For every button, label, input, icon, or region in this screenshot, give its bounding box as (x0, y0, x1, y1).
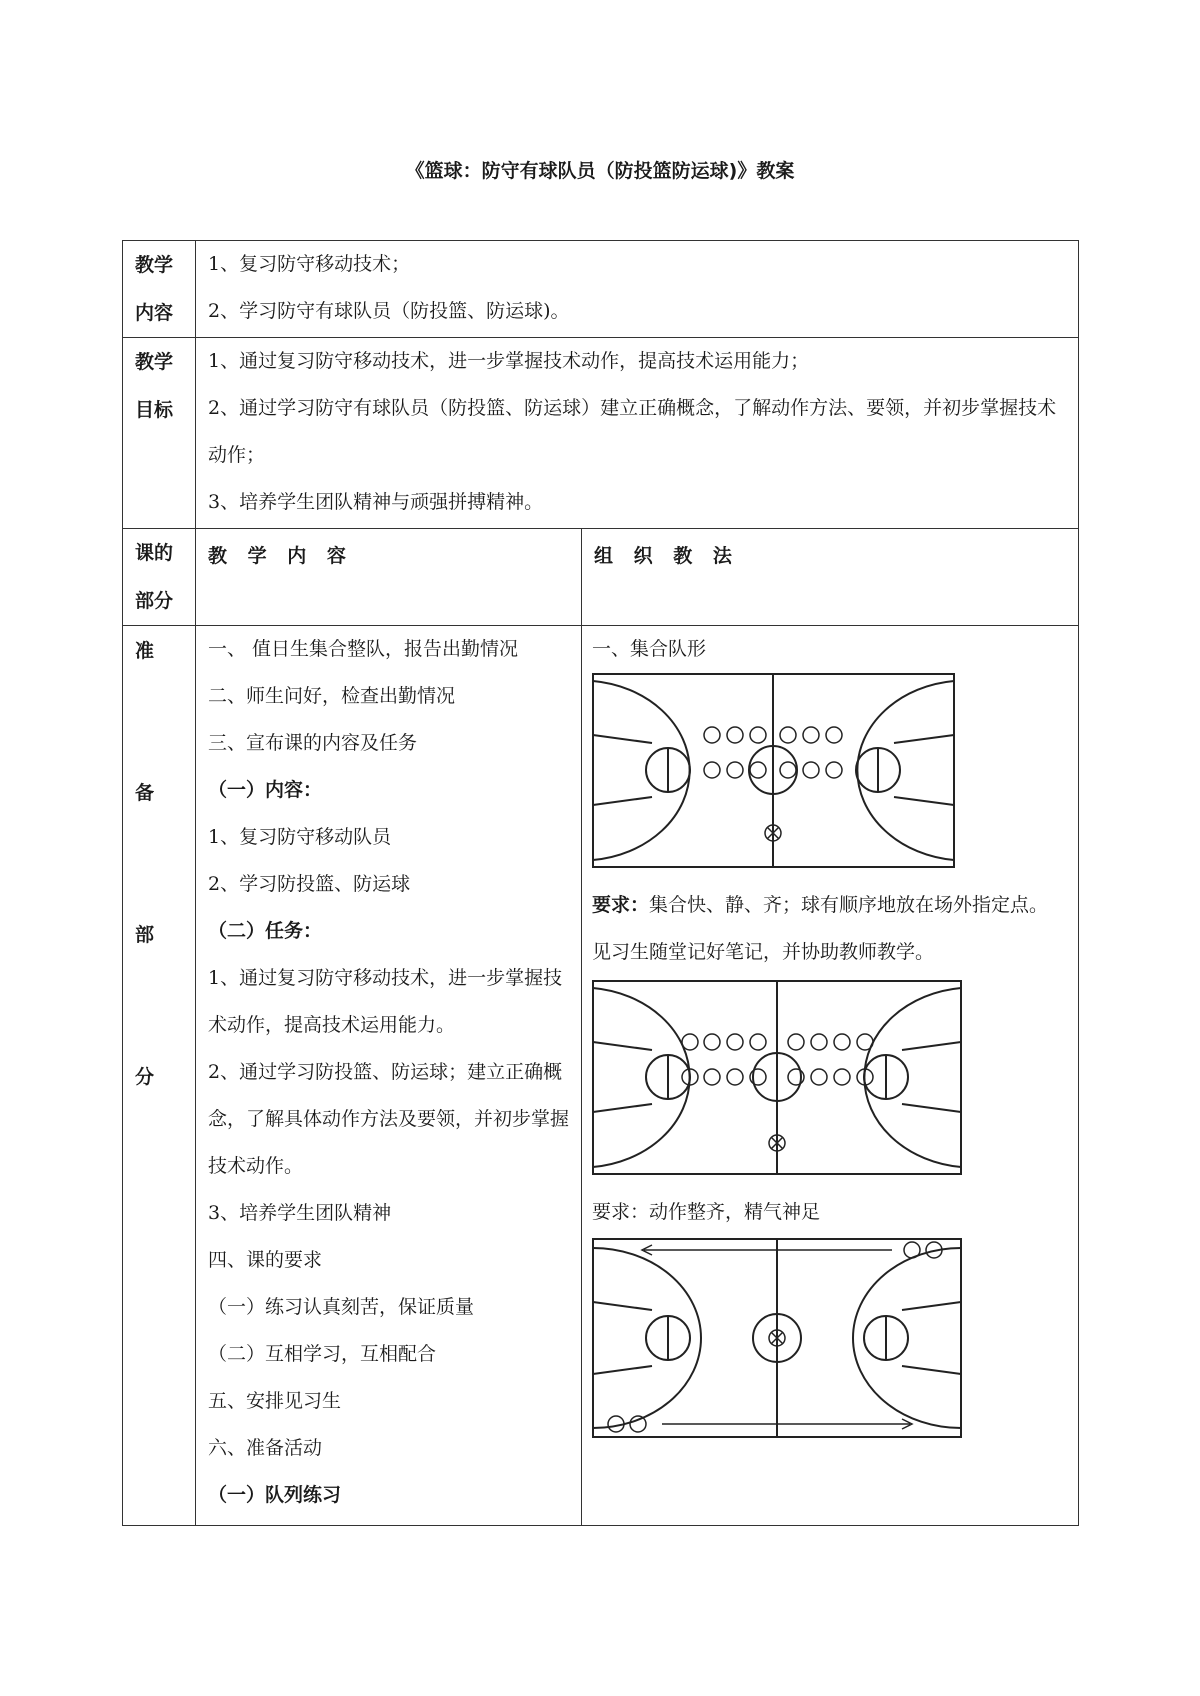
teaching-goals-row (123, 338, 1079, 529)
label-line: 部分 (135, 590, 174, 612)
page-title: 《篮球：防守有球队员（防投篮防运球)》教案 (405, 160, 795, 182)
preparation-method (582, 626, 1079, 1526)
prep-content-line: 四、课的要求 (208, 1249, 323, 1271)
court-diagram-running (592, 1238, 962, 1438)
prep-content-line: （二）任务： (208, 920, 323, 942)
label-line: 教学 (135, 351, 174, 373)
preparation-row (123, 626, 1079, 1526)
teaching-content-cell (196, 241, 1079, 338)
prep-label-char: 部 (135, 924, 155, 946)
content-item: 2、学习防守有球队员（防投篮、防运球)。 (208, 300, 570, 322)
court-diagram-assembly (592, 673, 955, 868)
teaching-content-row (123, 241, 1079, 338)
prep-label-char: 分 (135, 1066, 155, 1088)
preparation-content (196, 626, 582, 1526)
prep-content-line: 1、通过复习防守移动技术，进一步掌握技术动作，提高技术运用能力。 (208, 967, 563, 1036)
prep-content-line: （二）互相学习，互相配合 (208, 1343, 437, 1365)
label-line: 教学 (135, 254, 174, 276)
method-requirement-1: 要求：集合快、静、齐；球有顺序地放在场外指定点。 (592, 894, 1049, 916)
prep-content-line: 2、通过学习防投篮、防运球；建立正确概念，了解具体动作方法及要领，并初步掌握技术动作。 (208, 1061, 570, 1177)
court-diagram-warmup (592, 980, 962, 1175)
label-line: 课的 (135, 542, 174, 564)
content-item: 1、复习防守移动技术； (208, 253, 411, 275)
goal-item: 3、培养学生团队精神与顽强拼搏精神。 (208, 491, 544, 513)
prep-content-line: 三、宣布课的内容及任务 (208, 732, 418, 754)
content-column-header: 教 学 内 容 (196, 529, 582, 626)
method-heading: 一、集合队形 (592, 638, 707, 660)
preparation-label (123, 626, 196, 1526)
prep-content-line: （一）内容： (208, 779, 323, 801)
method-column-header: 组 织 教 法 (582, 529, 1079, 626)
label-line: 内容 (135, 302, 174, 324)
prep-content-line: 一、 值日生集合整队，报告出勤情况 (208, 638, 519, 660)
prep-label-char: 准 (135, 640, 155, 662)
prep-content-line: 二、师生问好，检查出勤情况 (208, 685, 456, 707)
goal-item: 2、通过学习防守有球队员（防投篮、防运球）建立正确概念，了解动作方法、要领，并初步掌握技术动作； (208, 397, 1057, 466)
section-header-label (123, 529, 196, 626)
label-line: 目标 (135, 399, 174, 421)
prep-content-line: 2、学习防投篮、防运球 (208, 873, 411, 895)
section-header-row (123, 529, 1079, 626)
teaching-content-label (123, 241, 196, 338)
prep-content-line: 1、复习防守移动队员 (208, 826, 392, 848)
prep-label-char: 备 (135, 782, 155, 804)
method-note: 见习生随堂记好笔记，并协助教师教学。 (592, 941, 935, 963)
prep-content-line: 六、准备活动 (208, 1437, 323, 1459)
run-paths (608, 1242, 942, 1432)
prep-content-line: 3、培养学生团队精神 (208, 1202, 392, 1224)
prep-content-line: 五、安排见习生 (208, 1390, 342, 1412)
teaching-goals-label (123, 338, 196, 529)
prep-content-line: （一）队列练习 (208, 1484, 342, 1506)
teaching-goals-cell (196, 338, 1079, 529)
method-requirement-2: 要求：动作整齐，精气神足 (592, 1201, 821, 1223)
lesson-plan-table (122, 240, 1079, 1526)
prep-content-line: （一）练习认真刻苦，保证质量 (208, 1296, 475, 1318)
goal-item: 1、通过复习防守移动技术，进一步掌握技术动作，提高技术运用能力； (208, 350, 810, 372)
